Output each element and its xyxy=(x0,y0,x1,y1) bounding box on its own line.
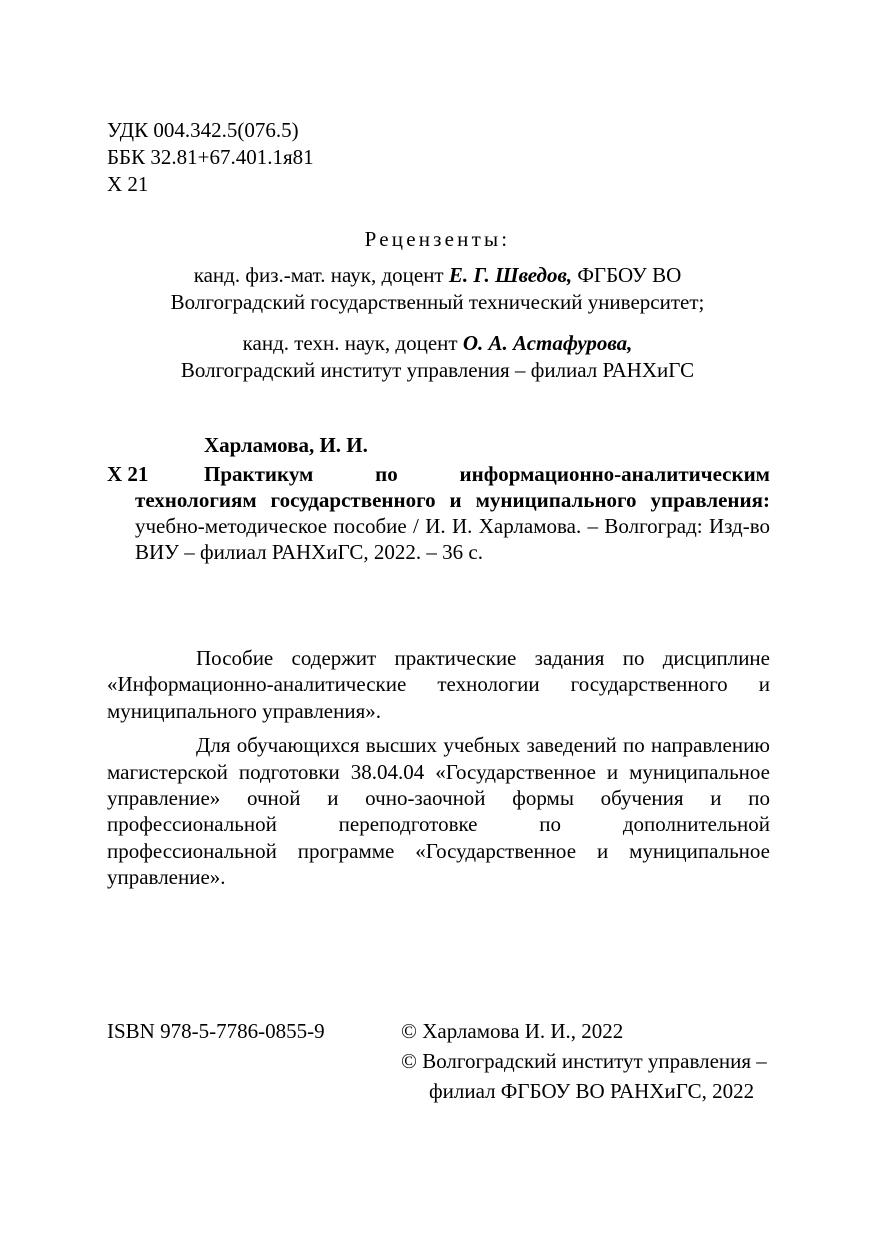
reviewer-first-name: Е. Г. Шведов, xyxy=(448,263,573,287)
abstract-paragraph-1: Пособие содержит практические задания по дисциплине «Информационно-аналитические технологии государственного и муниципального управления». xyxy=(107,646,770,723)
bib-description xyxy=(135,461,770,565)
copyright-author: © Харламова И. И., 2022 xyxy=(401,1019,624,1043)
reviewer-first-suffix: ФГБОУ ВО xyxy=(572,263,682,287)
bbk-code: ББК 32.81+67.401.1я81 xyxy=(107,145,314,169)
reviewer-first xyxy=(0,262,875,316)
reviewers-heading: Рецензенты: xyxy=(364,227,511,251)
reviewer-first-line xyxy=(0,262,875,289)
bib-details: учебно-методическое пособие / И. И. Харламова. – Волгоград: Изд-во ВИУ – филиал РАНХиГС, 2022. – 36 с. xyxy=(135,514,770,564)
reviewer-second-prefix: канд. техн. наук, доцент xyxy=(242,331,463,355)
reviewer-second xyxy=(0,330,875,384)
author-sign: Х 21 xyxy=(107,172,149,196)
bib-author: Харламова, И. И. xyxy=(204,433,368,457)
abstract xyxy=(107,645,770,899)
udk-code: УДК 004.342.5(076.5) xyxy=(107,118,299,142)
bib-title: Практикум по информационно-аналитическим технологиям государственного и муниципального управления: xyxy=(135,462,770,512)
classification-codes xyxy=(107,117,314,198)
abstract-paragraph-2: Для обучающихся высших учебных заведений по направлению магистерской подготовки 38.04.04 «Государственное и муниципальное управление» очной и очно-заочной формы обучения и по профессиональной переподготовке по дополнительной профессиональной программе «Государственное и муниципальное управление». xyxy=(107,733,770,890)
isbn: ISBN 978-5-7786-0855-9 xyxy=(107,1019,325,1043)
reviewer-second-line xyxy=(0,330,875,357)
bib-index: Х 21 xyxy=(107,462,149,486)
reviewer-first-affiliation: Волгоградский государственный технический университет; xyxy=(170,290,705,314)
reviewer-second-affiliation: Волгоградский институт управления – филиал РАНХиГС xyxy=(180,358,695,382)
bib-record xyxy=(135,461,770,565)
copyright-institute-line2: филиал ФГБОУ ВО РАНХиГС, 2022 xyxy=(429,1079,755,1103)
reviewer-first-prefix: канд. физ.-мат. наук, доцент xyxy=(193,263,449,287)
reviewer-second-name: О. А. Астафурова, xyxy=(462,331,633,355)
copyright-institute-line1: © Волгоградский институт управления – xyxy=(401,1049,767,1073)
